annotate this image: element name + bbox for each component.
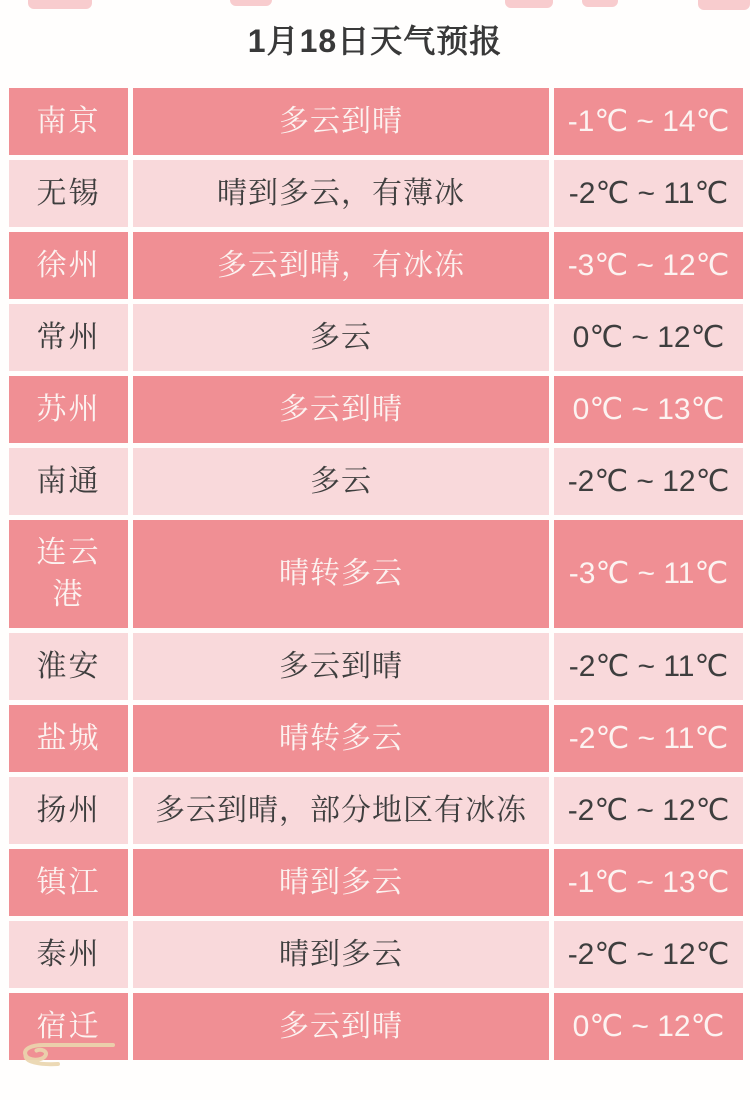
temp-cell-text: -2℃ ~ 12℃ <box>567 793 730 827</box>
temp-cell <box>554 849 743 916</box>
temp-cell-text: -2℃ ~ 12℃ <box>567 937 730 971</box>
table-row <box>9 849 743 916</box>
city-cell-text: 常州 <box>36 320 101 354</box>
temp-cell-text: -2℃ ~ 11℃ <box>568 721 729 755</box>
temp-cell-text: 0℃ ~ 13℃ <box>572 392 725 426</box>
temp-cell <box>554 376 743 443</box>
temp-cell <box>554 448 743 515</box>
city-cell <box>9 849 128 916</box>
weather-cell-text: 多云 <box>310 320 372 354</box>
weather-cell <box>133 232 549 299</box>
temp-cell <box>554 633 743 700</box>
city-cell-text: 徐州 <box>36 248 101 282</box>
city-cell-text: 苏州 <box>36 392 101 426</box>
temp-cell <box>554 520 743 628</box>
cutoff-fragment <box>698 0 750 10</box>
city-cell <box>9 777 128 844</box>
weather-cell-text: 晴转多云 <box>279 721 403 755</box>
table-row <box>9 376 743 443</box>
cutoff-fragment <box>28 0 92 9</box>
temp-cell-text: -2℃ ~ 11℃ <box>568 176 729 210</box>
table-row <box>9 921 743 988</box>
temp-cell <box>554 921 743 988</box>
table-row <box>9 993 743 1060</box>
temp-cell <box>554 304 743 371</box>
page-title: 1月18日天气预报 <box>247 23 503 59</box>
temp-cell <box>554 705 743 772</box>
temp-cell-text: -3℃ ~ 12℃ <box>567 248 730 282</box>
weather-cell <box>133 777 549 844</box>
city-cell <box>9 705 128 772</box>
weather-cell <box>133 849 549 916</box>
weather-cell <box>133 88 549 155</box>
city-cell-text: 南京 <box>36 104 101 138</box>
city-cell-text: 泰州 <box>36 937 101 971</box>
city-cell <box>9 88 128 155</box>
city-cell-text: 无锡 <box>36 176 101 210</box>
city-cell-text: 盐城 <box>36 721 101 755</box>
city-cell <box>9 304 128 371</box>
city-cell <box>9 160 128 227</box>
weather-cell-text: 晴到多云，有薄冰 <box>217 176 465 210</box>
weather-cell <box>133 921 549 988</box>
city-cell <box>9 232 128 299</box>
weather-cell <box>133 160 549 227</box>
weather-cell <box>133 448 549 515</box>
weather-cell-text: 多云到晴，部分地区有冰冻 <box>155 793 527 827</box>
city-cell-text: 淮安 <box>36 649 101 683</box>
temp-cell-text: -3℃ ~ 11℃ <box>568 557 729 590</box>
weather-cell-text: 多云到晴，有冰冻 <box>217 248 465 282</box>
weather-cell <box>133 304 549 371</box>
temp-cell <box>554 777 743 844</box>
table-row <box>9 304 743 371</box>
city-cell-text: 扬州 <box>36 793 101 827</box>
city-cell-text: 宿迁 <box>36 1009 101 1043</box>
table-row <box>9 705 743 772</box>
table-row <box>9 232 743 299</box>
temp-cell <box>554 232 743 299</box>
weather-cell-text: 晴到多云 <box>279 937 403 971</box>
city-cell <box>9 633 128 700</box>
cutoff-fragment <box>582 0 618 7</box>
temp-cell-text: -1℃ ~ 14℃ <box>567 104 730 138</box>
temp-cell-text: 0℃ ~ 12℃ <box>572 1009 725 1043</box>
temp-cell <box>554 993 743 1060</box>
weather-cell-text: 多云到晴 <box>279 392 403 426</box>
weather-cell <box>133 633 549 700</box>
cutoff-fragment <box>505 0 553 8</box>
table-row <box>9 160 743 227</box>
table-row <box>9 448 743 515</box>
weather-cell-text: 多云 <box>310 464 372 498</box>
city-cell-text: 连云港 <box>36 536 101 611</box>
table-row <box>9 88 743 155</box>
weather-cell <box>133 520 549 628</box>
table-row <box>9 633 743 700</box>
weather-table <box>9 88 743 1065</box>
weather-cell <box>133 376 549 443</box>
temp-cell-text: -1℃ ~ 13℃ <box>567 865 730 899</box>
temp-cell-text: -2℃ ~ 12℃ <box>567 464 730 498</box>
weather-cell-text: 多云到晴 <box>279 1009 403 1043</box>
temp-cell <box>554 160 743 227</box>
weather-cell <box>133 705 549 772</box>
weather-cell-text: 多云到晴 <box>279 649 403 683</box>
temp-cell-text: 0℃ ~ 12℃ <box>572 320 725 354</box>
weather-cell-text: 晴到多云 <box>279 865 403 899</box>
city-cell-text: 南通 <box>36 464 101 498</box>
table-row <box>9 777 743 844</box>
city-cell <box>9 520 128 628</box>
temp-cell <box>554 88 743 155</box>
weather-cell-text: 多云到晴 <box>279 104 403 138</box>
temp-cell-text: -2℃ ~ 11℃ <box>568 649 729 683</box>
city-cell <box>9 921 128 988</box>
weather-cell <box>133 993 549 1060</box>
table-row <box>9 520 743 628</box>
city-cell <box>9 376 128 443</box>
weather-cell-text: 晴转多云 <box>279 557 403 590</box>
city-cell <box>9 448 128 515</box>
cutoff-fragment <box>230 0 272 6</box>
city-cell-text: 镇江 <box>36 865 101 899</box>
city-cell <box>9 993 128 1060</box>
